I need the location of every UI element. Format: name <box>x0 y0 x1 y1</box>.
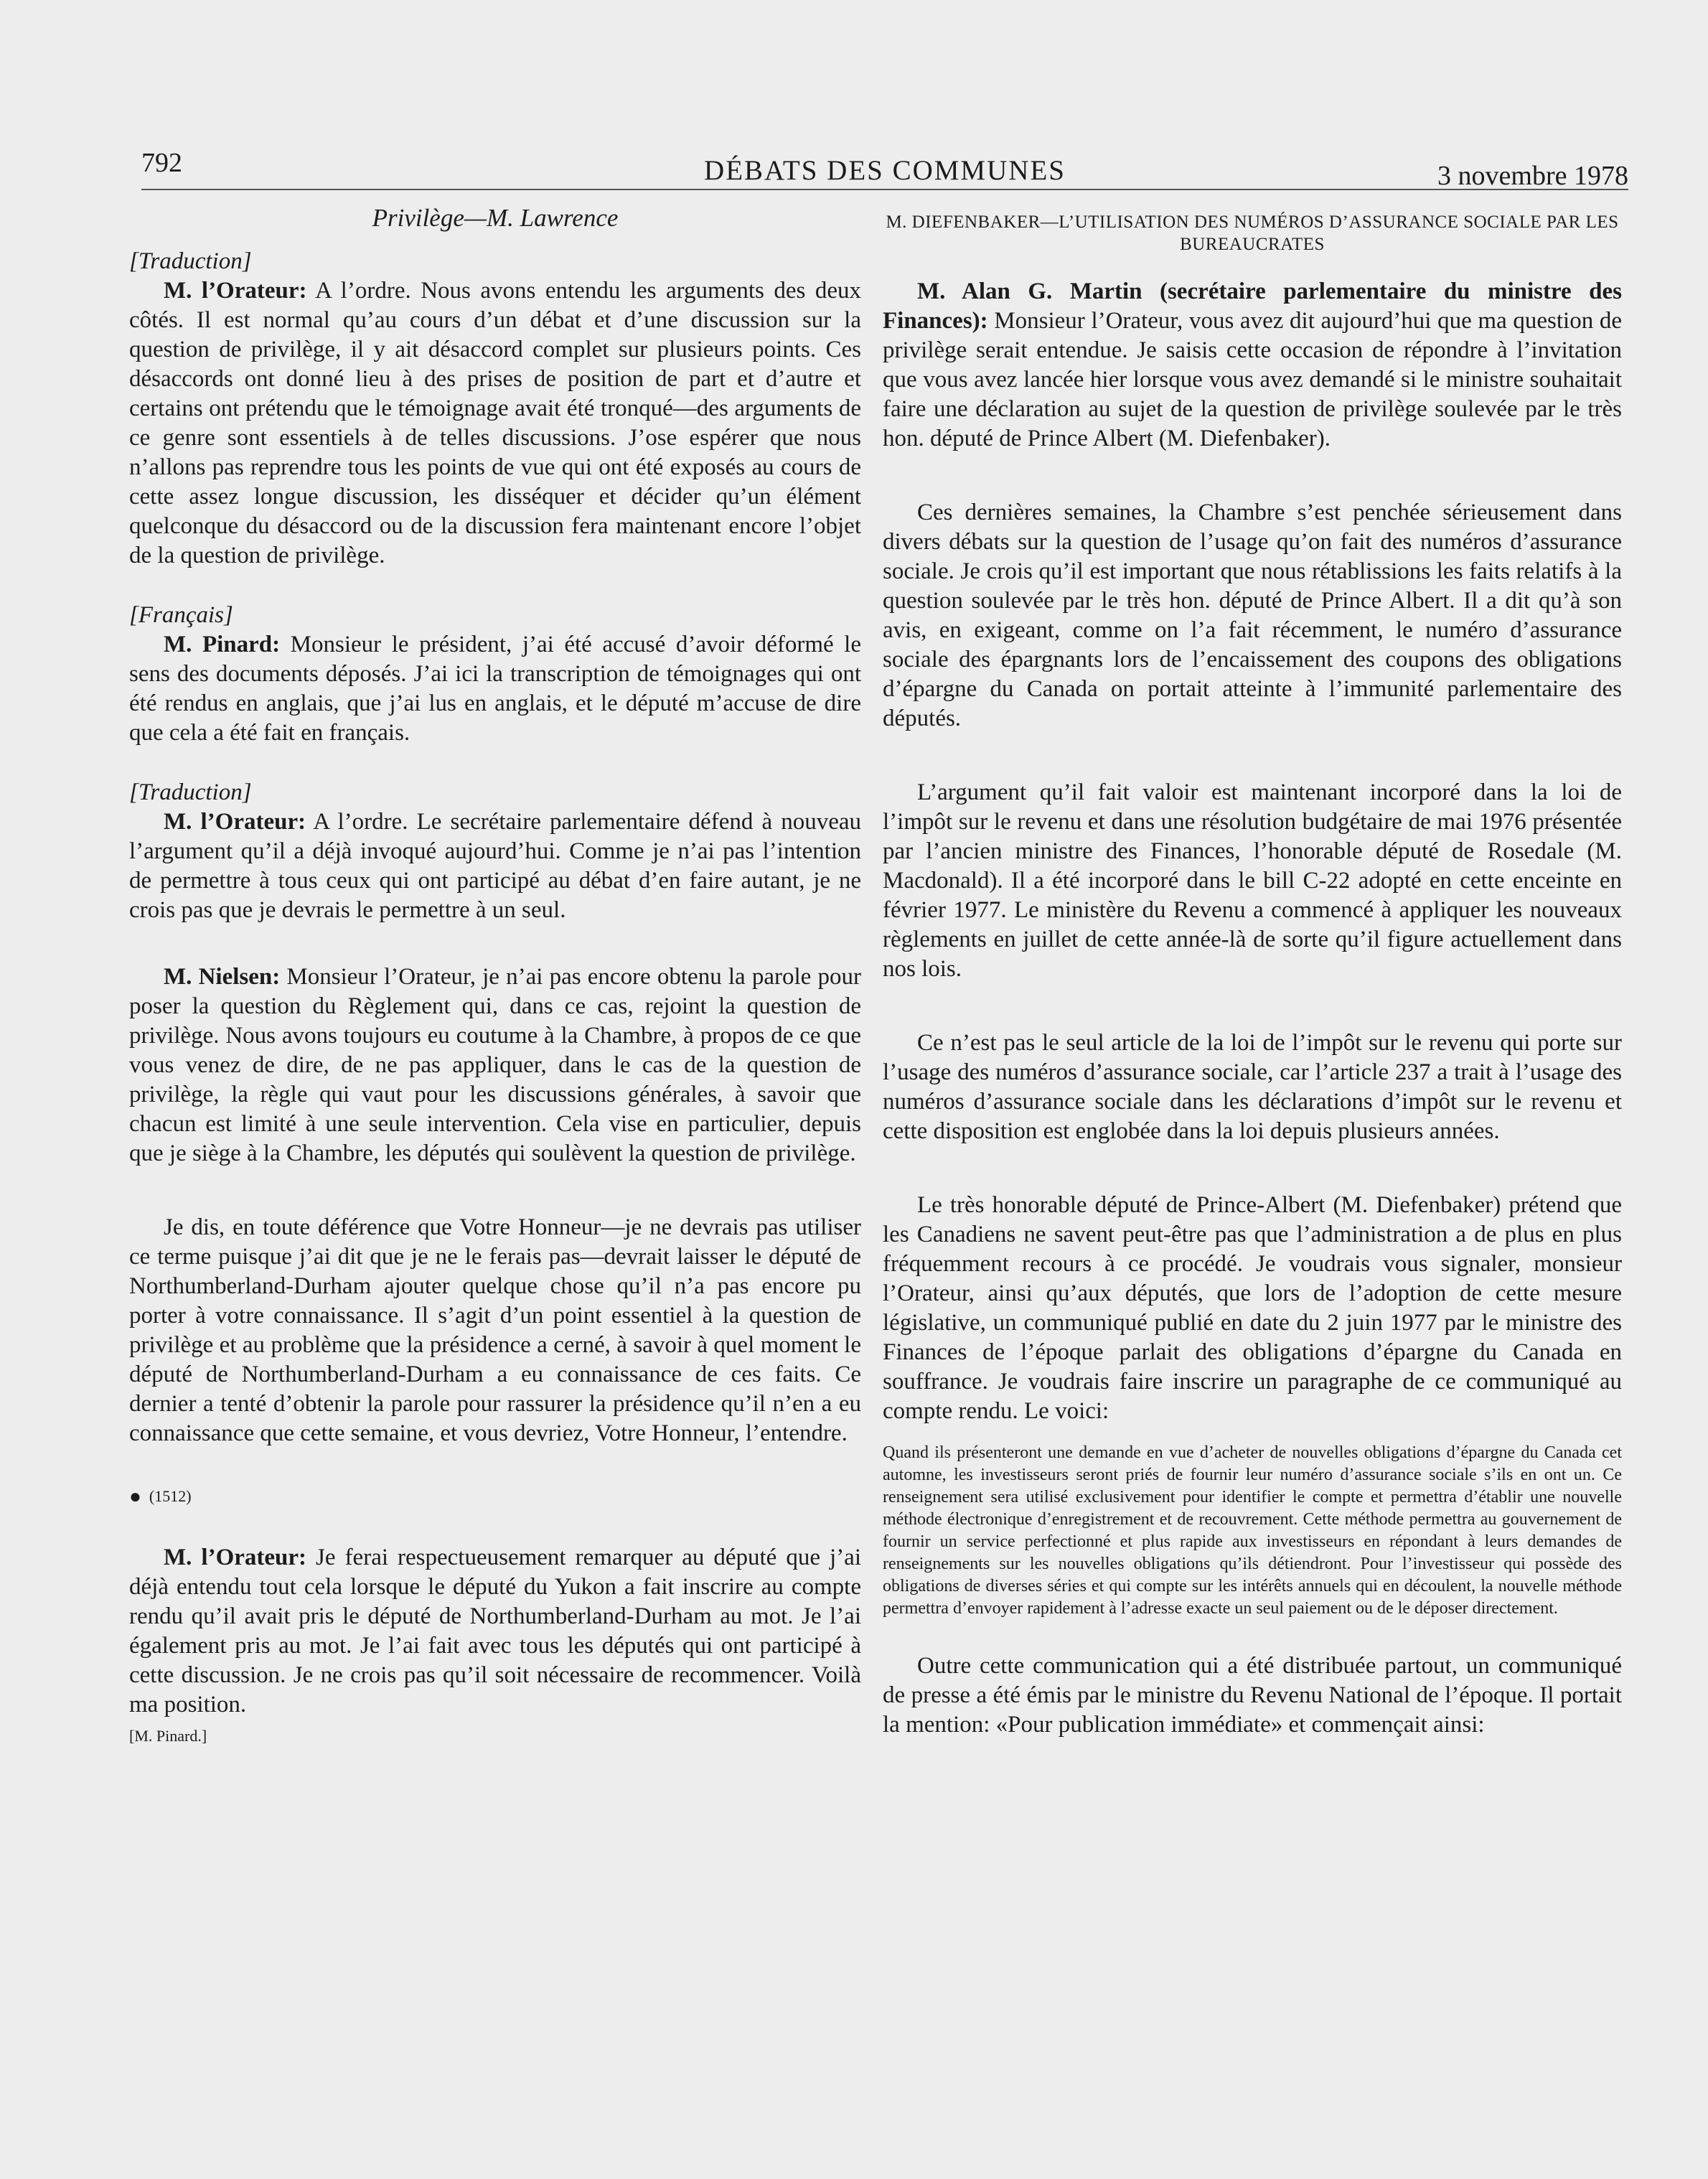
page-number: 792 <box>141 148 182 178</box>
speech-paragraph: L’argument qu’il fait valoir est maintenant incorporé dans la loi de l’impôt sur le revenu et dans une résolution budgétaire de mai 1976 présentée par l’ancien ministre des Finances, l’honorable député de Rosedale (M. Macdonald). Il a été incorporé dans le bill C-22 adopté en cette enceinte en février 1977. Le ministère du Revenu a commencé à appliquer les nouveaux règlements en juillet de cette année-là de sorte qu’il figure actuellement dans nos lois. <box>883 779 1622 982</box>
speaker-name: M. Alan G. Martin (secrétaire parlementaire du ministre des Finances): <box>883 278 1622 334</box>
speech-paragraph <box>883 277 1622 454</box>
language-tag: [Traduction] <box>129 248 252 274</box>
speaker-name: M. l’Orateur: <box>164 809 306 835</box>
speech-paragraph <box>129 1543 861 1720</box>
speech-text: Je ferai respectueusement remarquer au député que j’ai déjà entendu tout cela lorsque le député du Yukon a fait inscrire au compte rendu qu’il avait pris le député de Northumberland-Durham au mot. Je l’ai également pris au mot. Je l’ai fait avec tous les députés qui ont participé à cette discussion. Je ne crois pas qu’il soit nécessaire de recommencer. Voilà ma position. <box>129 1545 861 1718</box>
speaker-name: M. Nielsen: <box>164 964 281 990</box>
running-subtitle: Privilège—M. Lawrence <box>372 204 619 232</box>
header-rule <box>141 189 1628 190</box>
speech-text: Monsieur le président, j’ai été accusé d’avoir déformé le sens des documents déposés. J’ai ici la transcription de témoignages qui ont été rendus en anglais, que j’ai lus en anglais, et le député m’accuse de dire que cela a été fait en français. <box>129 632 861 746</box>
time-stamp: (1512) <box>149 1487 192 1505</box>
speech-text: A l’ordre. Nous avons entendu les arguments des deux côtés. Il est normal qu’au cours d’un débat et d’une discussion sur la question de privilège, il y ait désaccord complet sur plusieurs points. Ces désaccords ont donné lieu à des prises de position de part et d’autre et certains ont prétendu que le témoignage avait été tronqué—des arguments de ce genre sont essentiels à de telles discussions. J’ose espérer que nous n’allons pas reprendre tous les points de vue qui ont été exposés au cours de cette assez longue discussion, les disséquer et décider qu’un élément quelconque du désaccord ou de la discussion fera maintenant encore l’objet de la question de privilège. <box>129 278 861 568</box>
page-footer-note: [M. Pinard.] <box>129 1727 207 1745</box>
speaker-name: M. l’Orateur: <box>164 278 307 304</box>
speech-paragraph: Ces dernières semaines, la Chambre s’est penchée sérieusement dans divers débats sur la question de l’usage qu’on fait des numéros d’assurance sociale. Je crois qu’il est important que nous rétablissions les faits relatifs à la question soulevée par le très hon. député de Prince Albert. Il a dit qu’à son avis, en exigeant, comme on l’a fait récemment, le numéro d’assurance sociale des épargnants lors de l’encaissement des coupons des obligations d’épargne du Canada on portait atteinte à l’immunité parlementaire des députés. <box>883 500 1622 731</box>
speaker-name: M. Pinard: <box>164 632 281 657</box>
right-column <box>883 202 1622 1740</box>
speech-text: Monsieur l’Orateur, je n’ai pas encore obtenu la parole pour poser la question du Règlement qui, dans ce cas, rejoint la question de privilège. Nous avons toujours eu coutume à la Chambre, à propos de ce que vous venez de dire, de ne pas appliquer, dans le cas de la question de privilège, la règle qui vaut pour les discussions générales, à savoir que chacun est limité à une seule intervention. Cela vise en particulier, depuis que je siège à la Chambre, les députés qui soulèvent la question de privilège. <box>129 964 861 1166</box>
publication-title: DÉBATS DES COMMUNES <box>704 155 1066 186</box>
quoted-communique: Quand ils présenteront une demande en vue d’acheter de nouvelles obligations d’épargne du Canada cet automne, les investisseurs seront priés de fournir leur numéro d’assurance sociale s’ils en ont un. Ce renseignement sera utilisé exclusivement pour identifier le compte et permettra d’établir une nouvelle méthode électronique d’enregistrement et de recouvrement. Cette méthode permettra au gouvernement de fournir un service perfectionné et plus rapide aux investisseurs en répondant à leurs demandes de renseignements sur les nouvelles obligations qu’ils détiendront. Pour l’investisseur qui possède des obligations de diverses séries et qui compte sur les intérêts annuels qui en découlent, la nouvelle méthode permettra d’envoyer rapidement à l’adresse exacte un seul paiement ou de le déposer directement. <box>883 1443 1622 1618</box>
speech-paragraph <box>129 276 861 571</box>
speech-text: Monsieur l’Orateur, vous avez dit aujourd’hui que ma question de privilège serait entendue. Je saisis cette occasion de répondre à l’invitation que vous avez lancée hier lorsque vous avez demandé si le ministre souhaitait faire une déclaration au sujet de la question de privilège soulevée par le très hon. député de Prince Albert (M. Diefenbaker). <box>883 308 1622 451</box>
language-tag: [Français] <box>129 602 233 628</box>
speech-paragraph: Je dis, en toute déférence que Votre Honneur—je ne devrais pas utiliser ce terme puisque j’ai dit que je ne le ferais pas—devrait laisser le député de Northumberland-Durham ajouter quelque chose qu’il n’a pas encore pu porter à votre connaissance. Il s’agit d’un point essentiel à la question de privilège et au problème que la présidence a cerné, à savoir à quel moment le député de Northumberland-Durham a eu connaissance de ces faits. Ce dernier a tenté d’obtenir la parole pour rassurer la présidence qu’il n’en a eu connaissance que cette semaine, et vous devriez, Votre Honneur, l’entendre. <box>129 1214 861 1446</box>
page-header <box>141 147 1628 190</box>
left-column <box>129 202 861 1745</box>
speech-paragraph: Outre cette communication qui a été distribuée partout, un communiqué de presse a été émis par le ministre du Revenu National de l’époque. Il portait la mention: «Pour publication immédiate» et commençait ainsi: <box>883 1653 1622 1738</box>
time-marker <box>129 1486 861 1509</box>
speech-paragraph: Le très honorable député de Prince-Albert (M. Diefenbaker) prétend que les Canadiens ne savent peut-être pas que l’administration a de plus en plus fréquemment recours à ce procédé. Je voudrais vous signaler, monsieur l’Orateur, ainsi qu’aux députés, que lors de l’adoption de cette mesure législative, un communiqué publié en date du 2 juin 1977 par le ministre des Finances de l’époque parlait des obligations d’épargne du Canada en souffrance. Je voudrais faire inscrire un paragraphe de ce communiqué au compte rendu. Le voici: <box>883 1192 1622 1424</box>
bullet-icon: ● <box>129 1486 141 1508</box>
speech-paragraph: Ce n’est pas le seul article de la loi de l’impôt sur le revenu qui porte sur l’usage des numéros d’assurance sociale, car l’article 237 a trait à l’usage des numéros d’assurance sociale dans les déclarations d’impôt sur le revenu et cette disposition est englobée dans la loi depuis plusieurs années. <box>883 1030 1622 1144</box>
speech-text: A l’ordre. Le secrétaire parlementaire défend à nouveau l’argument qu’il a déjà invoqué aujourd’hui. Comme je n’ai pas l’intention de permettre à tous ceux qui ont participé au débat d’en faire autant, je ne crois pas que je devrais le permettre à un seul. <box>129 809 861 923</box>
language-tag: [Traduction] <box>129 779 252 805</box>
speaker-name: M. l’Orateur: <box>164 1545 307 1570</box>
speech-paragraph <box>129 630 861 748</box>
speech-paragraph <box>129 807 861 925</box>
section-heading: M. DIEFENBAKER—L’UTILISATION DES NUMÉROS D’ASSURANCE SOCIALE PAR LES BUREAUCRATES <box>886 212 1619 254</box>
page-date: 3 novembre 1978 <box>1437 161 1628 191</box>
speech-paragraph <box>129 962 861 1168</box>
